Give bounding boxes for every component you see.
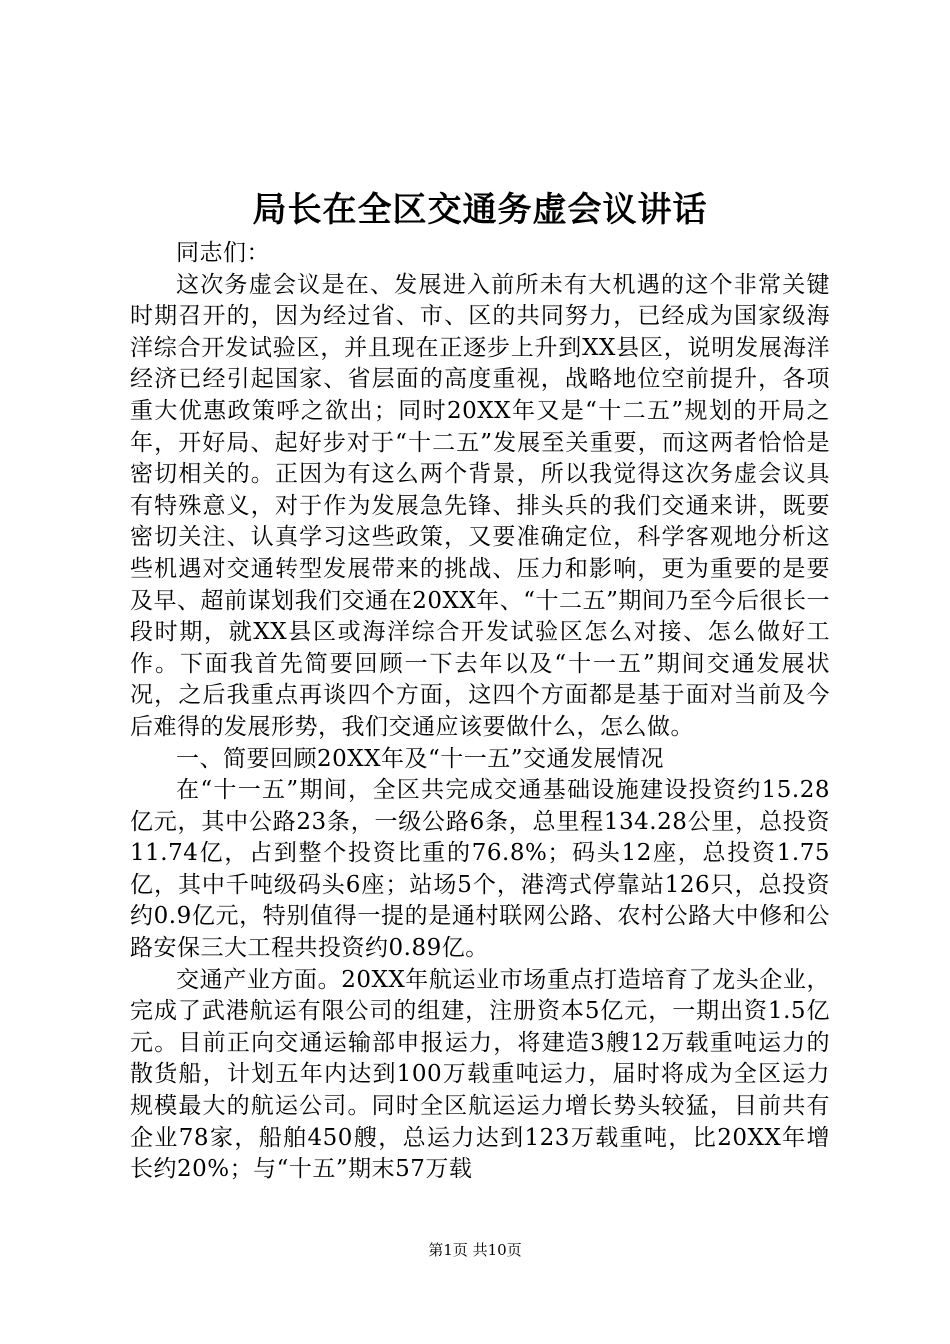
page-footer: 第1页 共10页: [428, 1241, 522, 1259]
body-paragraph: 交通产业方面。20XX年航运业市场重点打造培育了龙头企业，完成了武港航运有限公司的组建，注册资本5亿元，一期出资1.5亿元。目前正向交通运输部申报运力，将建造3艘12万载重吨运力的散货船，计划五年内达到100万载重吨运力，届时将成为全区运力规模最大的航运公司。同时全区航运运力增长势头较猛，目前共有企业78家，船舶450艘，总运力达到123万载重吨，比20XX年增长约20%；与“十五”期末57万载: [130, 966, 830, 1183]
greeting-paragraph: 同志们：: [176, 240, 270, 266]
document-title: 局长在全区交通务虚会议讲话: [252, 190, 708, 230]
body-paragraph: 在“十一五”期间，全区共完成交通基础设施建设投资约15.28亿元，其中公路23条，一级公路6条，总里程134.28公里，总投资11.74亿，占到整个投资比重的76.8%；码头12座，总投资1.75亿，其中千吨级码头6座；站场5个，港湾式停靠站126只，总投资约0.9亿元，特别值得一提的是通村联网公路、农村公路大中修和公路安保三大工程共投资约0.89亿。: [130, 777, 830, 962]
document-page: [130, 188, 830, 1186]
body-paragraph: 这次务虚会议是在、发展进入前所未有大机遇的这个非常关键时期召开的，因为经过省、市、区的共同努力，已经成为国家级海洋综合开发试验区，并且现在正逐步上升到XX县区，说明发展海洋经济已经引起国家、省层面的高度重视，战略地位空前提升，各项重大优惠政策呼之欲出；同时20XX年又是“十二五”规划的开局之年，开好局、起好步对于“十二五”发展至关重要，而这两者恰恰是密切相关的。正因为有这么两个背景，所以我觉得这次务虚会议具有特殊意义，对于作为发展急先锋、排头兵的我们交通来讲，既要密切关注、认真学习这些政策，又要准确定位，科学客观地分析这些机遇对交通转型发展带来的挑战、压力和影响，更为重要的是要及早、超前谋划我们交通在20XX年、“十二五”期间乃至今后很长一段时期，就XX县区或海洋综合开发试验区怎么对接、怎么做好工作。下面我首先简要回顾一下去年以及“十一五”期间交通发展状况，之后我重点再谈四个方面，这四个方面都是基于面对当前及今后难得的发展形势，我们交通应该要做什么，怎么做。: [130, 271, 830, 740]
section-heading: 一、简要回顾20XX年及“十一五”交通发展情况: [176, 745, 665, 772]
